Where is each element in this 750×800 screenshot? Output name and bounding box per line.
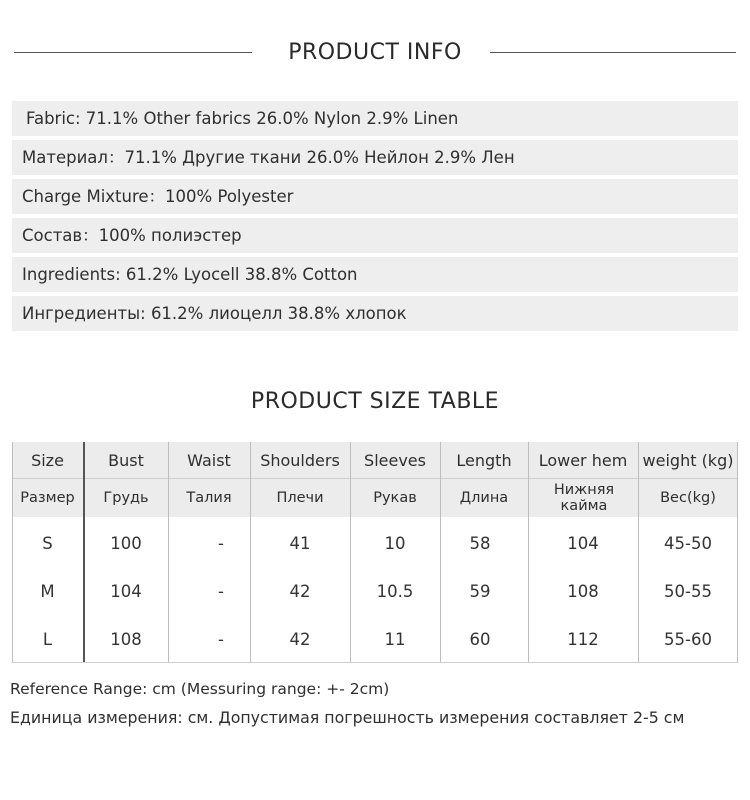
info-row-ingredients-ru [12, 296, 738, 331]
header-weight-ru: Вес(kg) [660, 490, 716, 506]
table-right-border [737, 442, 738, 663]
info-row-fabric [12, 101, 738, 136]
header-sleeves-ru: Рукав [373, 490, 417, 506]
info-row-text: Charge Mixture：100% Polyester [22, 187, 294, 206]
info-row-material [12, 140, 738, 175]
cell-shoulders: 42 [289, 581, 311, 601]
cell-size: S [42, 533, 53, 553]
cell-weight: 45-50 [664, 533, 712, 553]
cell-sleeves: 11 [384, 629, 406, 649]
header-lower-hem: Lower hem [538, 450, 628, 470]
header-size-ru: Размер [20, 490, 75, 506]
header-length-ru: Длина [459, 490, 509, 506]
cell-sleeves: 10 [384, 533, 406, 553]
cell-lower-hem: 104 [567, 533, 599, 553]
header-sleeves: Sleeves [364, 450, 426, 470]
size-table [12, 442, 738, 663]
cell-lower-hem: 108 [567, 581, 599, 601]
info-row-composition [12, 218, 738, 253]
cell-sleeves: 10.5 [376, 581, 414, 601]
info-row-ingredients [12, 257, 738, 292]
table-column-divider [83, 442, 85, 663]
info-row-text: Ingredients: 61.2% Lyocell 38.8% Cotton [22, 265, 358, 284]
header-lower-hem-ru: Нижняя кайма [553, 482, 615, 514]
cell-bust: 104 [110, 581, 142, 601]
info-row-text: Fabric: 71.1% Other fabrics 26.0% Nylon 2.9% Linen [26, 109, 459, 128]
info-row-text: Состав：100% полиэстер [22, 226, 242, 245]
cell-weight: 50-55 [664, 581, 712, 601]
cell-size: L [42, 629, 53, 649]
header-weight: weight (kg) [642, 450, 734, 470]
table-column-divider [638, 442, 639, 663]
table-bottom-border [12, 662, 738, 663]
cell-waist: - [218, 629, 224, 649]
cell-shoulders: 41 [289, 533, 311, 553]
header-bust-ru: Грудь [103, 490, 149, 506]
header-size: Size [31, 450, 64, 470]
cell-bust: 108 [110, 629, 142, 649]
table-column-divider [350, 442, 351, 663]
header-waist-ru: Талия [186, 490, 232, 506]
info-row-charge-mixture [12, 179, 738, 214]
info-row-text: Ингредиенты: 61.2% лиоцелл 38.8% хлопок [22, 304, 407, 323]
cell-size: M [40, 581, 55, 601]
cell-length: 58 [469, 533, 491, 553]
cell-lower-hem: 112 [567, 629, 599, 649]
cell-waist: - [218, 581, 224, 601]
size-table-title: PRODUCT SIZE TABLE [250, 389, 500, 414]
table-column-divider [440, 442, 441, 663]
header-shoulders: Shoulders [260, 450, 340, 470]
cell-length: 59 [469, 581, 491, 601]
table-column-divider [168, 442, 169, 663]
info-row-text: Материал：71.1% Другие ткани 26.0% Нейлон 2.9% Лен [22, 148, 515, 167]
reference-range-note: Reference Range: cm (Messuring range: +- 2cm) [10, 680, 390, 698]
cell-shoulders: 42 [289, 629, 311, 649]
product-info-header [0, 0, 750, 40]
product-info-title: PRODUCT INFO [288, 40, 462, 65]
header-shoulders-ru: Плечи [276, 490, 324, 506]
table-left-border [12, 442, 13, 663]
header-bust: Bust [108, 450, 144, 470]
header-waist: Waist [187, 450, 231, 470]
cell-bust: 100 [110, 533, 142, 553]
header-length: Length [456, 450, 512, 470]
measurement-note-ru: Единица измерения: см. Допустимая погрешность измерения составляет 2-5 см [10, 708, 685, 727]
cell-weight: 55-60 [664, 629, 712, 649]
table-column-divider [250, 442, 251, 663]
cell-length: 60 [469, 629, 491, 649]
cell-waist: - [218, 533, 224, 553]
table-column-divider [528, 442, 529, 663]
